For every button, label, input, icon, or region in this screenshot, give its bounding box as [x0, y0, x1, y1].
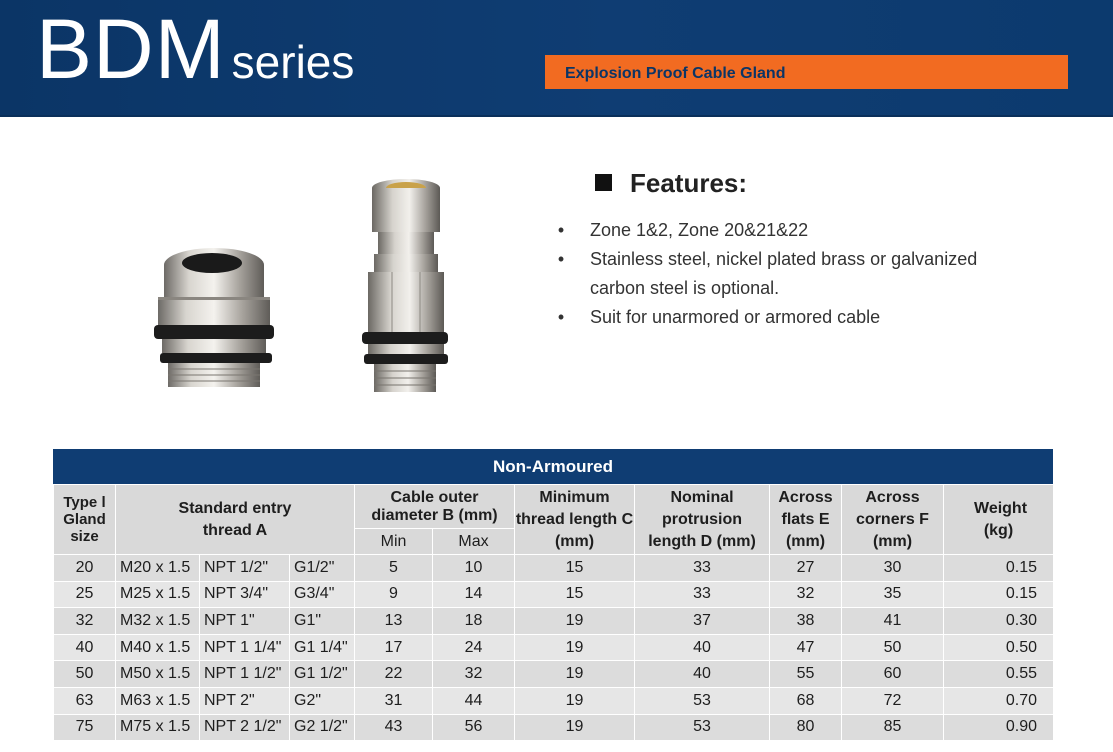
header-cable-diameter: Cable outer diameter B (mm) [355, 485, 515, 529]
table-row [54, 687, 1054, 714]
cell-gland-size: 32 [54, 608, 116, 635]
header-min-thread: Minimum thread length C (mm) [515, 485, 635, 555]
bullet-icon: • [557, 307, 565, 327]
cell-protrusion-length: 40 [635, 634, 770, 661]
cell-protrusion-length: 33 [635, 581, 770, 608]
cell-g-thread: G2" [290, 687, 355, 714]
cell-metric-thread: M25 x 1.5 [116, 581, 200, 608]
cell-npt-thread: NPT 1/2" [200, 555, 290, 582]
cell-across-flats: 32 [770, 581, 842, 608]
cell-across-corners: 41 [842, 608, 944, 635]
cell-protrusion-length: 33 [635, 555, 770, 582]
cell-metric-thread: M32 x 1.5 [116, 608, 200, 635]
table-row [54, 661, 1054, 688]
spec-table-container [53, 449, 1053, 741]
cell-across-flats: 38 [770, 608, 842, 635]
cell-max-diameter: 14 [433, 581, 515, 608]
cell-protrusion-length: 53 [635, 687, 770, 714]
cell-across-corners: 72 [842, 687, 944, 714]
cell-across-flats: 80 [770, 714, 842, 741]
header-flats: Across flats E (mm) [770, 485, 842, 555]
series-name: BDM [36, 2, 226, 96]
header-weight: Weight (kg) [944, 485, 1054, 555]
cell-protrusion-length: 37 [635, 608, 770, 635]
series-subtitle: series [231, 36, 355, 88]
cell-gland-size: 40 [54, 634, 116, 661]
cell-min-diameter: 31 [355, 687, 433, 714]
cell-across-corners: 85 [842, 714, 944, 741]
cell-min-diameter: 5 [355, 555, 433, 582]
cell-min-thread-length: 19 [515, 634, 635, 661]
armored-cable-gland-image [358, 178, 450, 398]
cell-max-diameter: 24 [433, 634, 515, 661]
feature-item [555, 216, 1025, 245]
cell-max-diameter: 32 [433, 661, 515, 688]
cell-min-diameter: 43 [355, 714, 433, 741]
table-caption: Non-Armoured [53, 449, 1053, 484]
cell-npt-thread: NPT 3/4" [200, 581, 290, 608]
cell-g-thread: G1" [290, 608, 355, 635]
cell-min-thread-length: 15 [515, 581, 635, 608]
header-max: Max [433, 529, 515, 555]
cell-gland-size: 50 [54, 661, 116, 688]
cell-across-corners: 35 [842, 581, 944, 608]
cell-metric-thread: M40 x 1.5 [116, 634, 200, 661]
cell-metric-thread: M50 x 1.5 [116, 661, 200, 688]
cell-min-diameter: 22 [355, 661, 433, 688]
cell-across-corners: 30 [842, 555, 944, 582]
cell-npt-thread: NPT 2" [200, 687, 290, 714]
cell-min-diameter: 9 [355, 581, 433, 608]
cell-weight: 0.30 [944, 608, 1054, 635]
cell-gland-size: 25 [54, 581, 116, 608]
table-row [54, 714, 1054, 741]
cell-max-diameter: 18 [433, 608, 515, 635]
cell-min-diameter: 17 [355, 634, 433, 661]
product-category-tag: Explosion Proof Cable Gland [545, 55, 1068, 89]
features-section [557, 168, 1073, 327]
cell-max-diameter: 10 [433, 555, 515, 582]
cell-gland-size: 20 [54, 555, 116, 582]
cell-npt-thread: NPT 1" [200, 608, 290, 635]
cell-g-thread: G2 1/2" [290, 714, 355, 741]
cell-g-thread: G1 1/4" [290, 634, 355, 661]
features-title: Features: [630, 168, 748, 198]
feature-text: Zone 1&2, Zone 20&21&22 [590, 220, 809, 240]
bullet-icon: • [557, 220, 565, 240]
cell-min-thread-length: 19 [515, 714, 635, 741]
cell-weight: 0.90 [944, 714, 1054, 741]
cell-across-corners: 50 [842, 634, 944, 661]
cell-npt-thread: NPT 2 1/2" [200, 714, 290, 741]
header-thread: Standard entry thread A [116, 485, 355, 555]
cell-weight: 0.15 [944, 555, 1054, 582]
cell-npt-thread: NPT 1 1/2" [200, 661, 290, 688]
bullet-icon: • [557, 249, 565, 269]
header-type: Type l Gland size [54, 485, 116, 555]
spec-table-body [54, 555, 1054, 741]
cell-min-diameter: 13 [355, 608, 433, 635]
cell-min-thread-length: 15 [515, 555, 635, 582]
cell-weight: 0.50 [944, 634, 1054, 661]
features-list [555, 216, 1025, 332]
cell-across-corners: 60 [842, 661, 944, 688]
table-row [54, 555, 1054, 582]
cell-protrusion-length: 53 [635, 714, 770, 741]
cell-max-diameter: 56 [433, 714, 515, 741]
spec-table [53, 484, 1054, 741]
cell-min-thread-length: 19 [515, 687, 635, 714]
cell-g-thread: G1 1/2" [290, 661, 355, 688]
cell-across-flats: 47 [770, 634, 842, 661]
table-row [54, 634, 1054, 661]
cell-min-thread-length: 19 [515, 608, 635, 635]
features-heading [593, 168, 1073, 202]
cell-gland-size: 75 [54, 714, 116, 741]
cell-across-flats: 55 [770, 661, 842, 688]
feature-item [555, 245, 1025, 303]
cell-across-flats: 68 [770, 687, 842, 714]
cell-weight: 0.55 [944, 661, 1054, 688]
cell-metric-thread: M75 x 1.5 [116, 714, 200, 741]
cell-min-thread-length: 19 [515, 661, 635, 688]
feature-text: Suit for unarmored or armored cable [590, 307, 881, 327]
feature-text: Stainless steel, nickel plated brass or galvanized carbon steel is optional. [590, 249, 978, 298]
header-banner [0, 0, 1113, 117]
cell-weight: 0.70 [944, 687, 1054, 714]
cell-g-thread: G1/2" [290, 555, 355, 582]
feature-item [555, 303, 1025, 332]
cell-protrusion-length: 40 [635, 661, 770, 688]
cell-gland-size: 63 [54, 687, 116, 714]
cell-metric-thread: M63 x 1.5 [116, 687, 200, 714]
header-protrusion: Nominal protrusion length D (mm) [635, 485, 770, 555]
square-bullet-icon [595, 174, 612, 191]
table-row [54, 608, 1054, 635]
header-min: Min [355, 529, 433, 555]
cell-g-thread: G3/4" [290, 581, 355, 608]
cell-npt-thread: NPT 1 1/4" [200, 634, 290, 661]
header-corners: Across corners F (mm) [842, 485, 944, 555]
cell-metric-thread: M20 x 1.5 [116, 555, 200, 582]
table-row [54, 581, 1054, 608]
cell-across-flats: 27 [770, 555, 842, 582]
cable-gland-image [152, 245, 282, 395]
cell-max-diameter: 44 [433, 687, 515, 714]
cell-weight: 0.15 [944, 581, 1054, 608]
series-title [36, 4, 354, 107]
